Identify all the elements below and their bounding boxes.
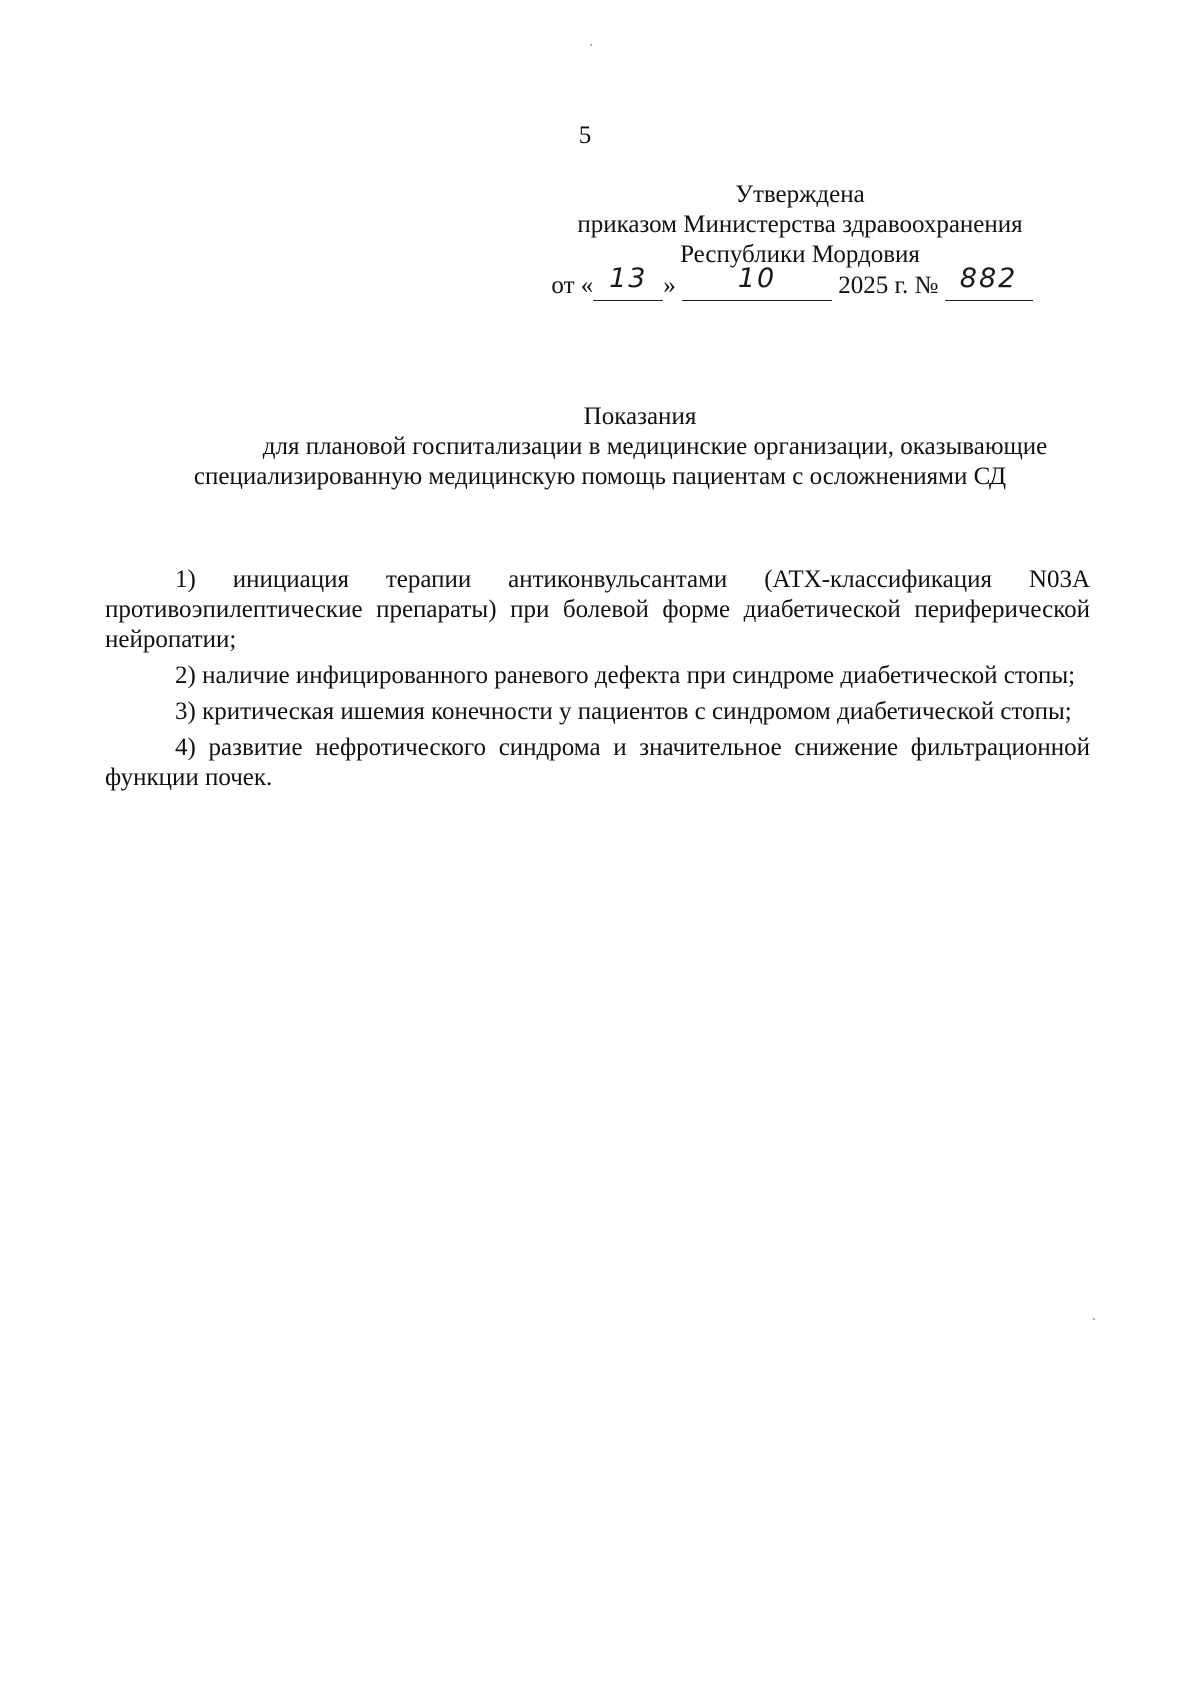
handwritten-day: 13 bbox=[609, 263, 648, 294]
document-subtitle-line-1: для плановой госпитализации в медицинские организации, оказывающие bbox=[262, 433, 1048, 460]
month-field bbox=[682, 263, 832, 301]
scan-artifact bbox=[590, 44, 592, 46]
day-field bbox=[593, 263, 663, 301]
approval-title: Утверждена bbox=[735, 181, 865, 208]
indications-list bbox=[105, 565, 1090, 799]
handwritten-order-number: 882 bbox=[959, 263, 1018, 294]
document-subtitle-line-2: специализированную медицинскую помощь пациентам с осложнениями СД bbox=[193, 463, 1007, 490]
page-number: 5 bbox=[578, 122, 592, 149]
indication-item: 2) наличие инфицированного раневого дефекта при синдроме диабетической стопы; bbox=[175, 662, 1076, 689]
indication-item: 3) критическая ишемия конечности у пациентов с синдромом диабетической стопы; bbox=[175, 698, 1072, 725]
approval-date-line bbox=[512, 263, 1072, 301]
date-quote-close: » bbox=[663, 272, 676, 299]
document-heading: Показания bbox=[583, 403, 697, 430]
date-prefix: от « bbox=[551, 272, 594, 299]
scan-artifact bbox=[1093, 1318, 1095, 1320]
approval-block bbox=[520, 180, 1080, 301]
document-title-block bbox=[100, 402, 1100, 492]
handwritten-month: 10 bbox=[737, 263, 777, 294]
order-number-field bbox=[945, 263, 1033, 301]
approval-issuer: приказом Министерства здравоохранения bbox=[577, 211, 1023, 238]
approval-region: Республики Мордовия bbox=[680, 241, 920, 268]
year-and-number-label: 2025 г. № bbox=[838, 272, 939, 299]
indication-item: 1) инициация терапии антиконвульсантами (АТХ-классификация N03A противоэпилептические препараты) при болевой форме диабетической периферической нейропатии; bbox=[105, 566, 1090, 653]
indication-item: 4) развитие нефротического синдрома и значительное снижение фильтрационной функции почек. bbox=[105, 734, 1090, 791]
